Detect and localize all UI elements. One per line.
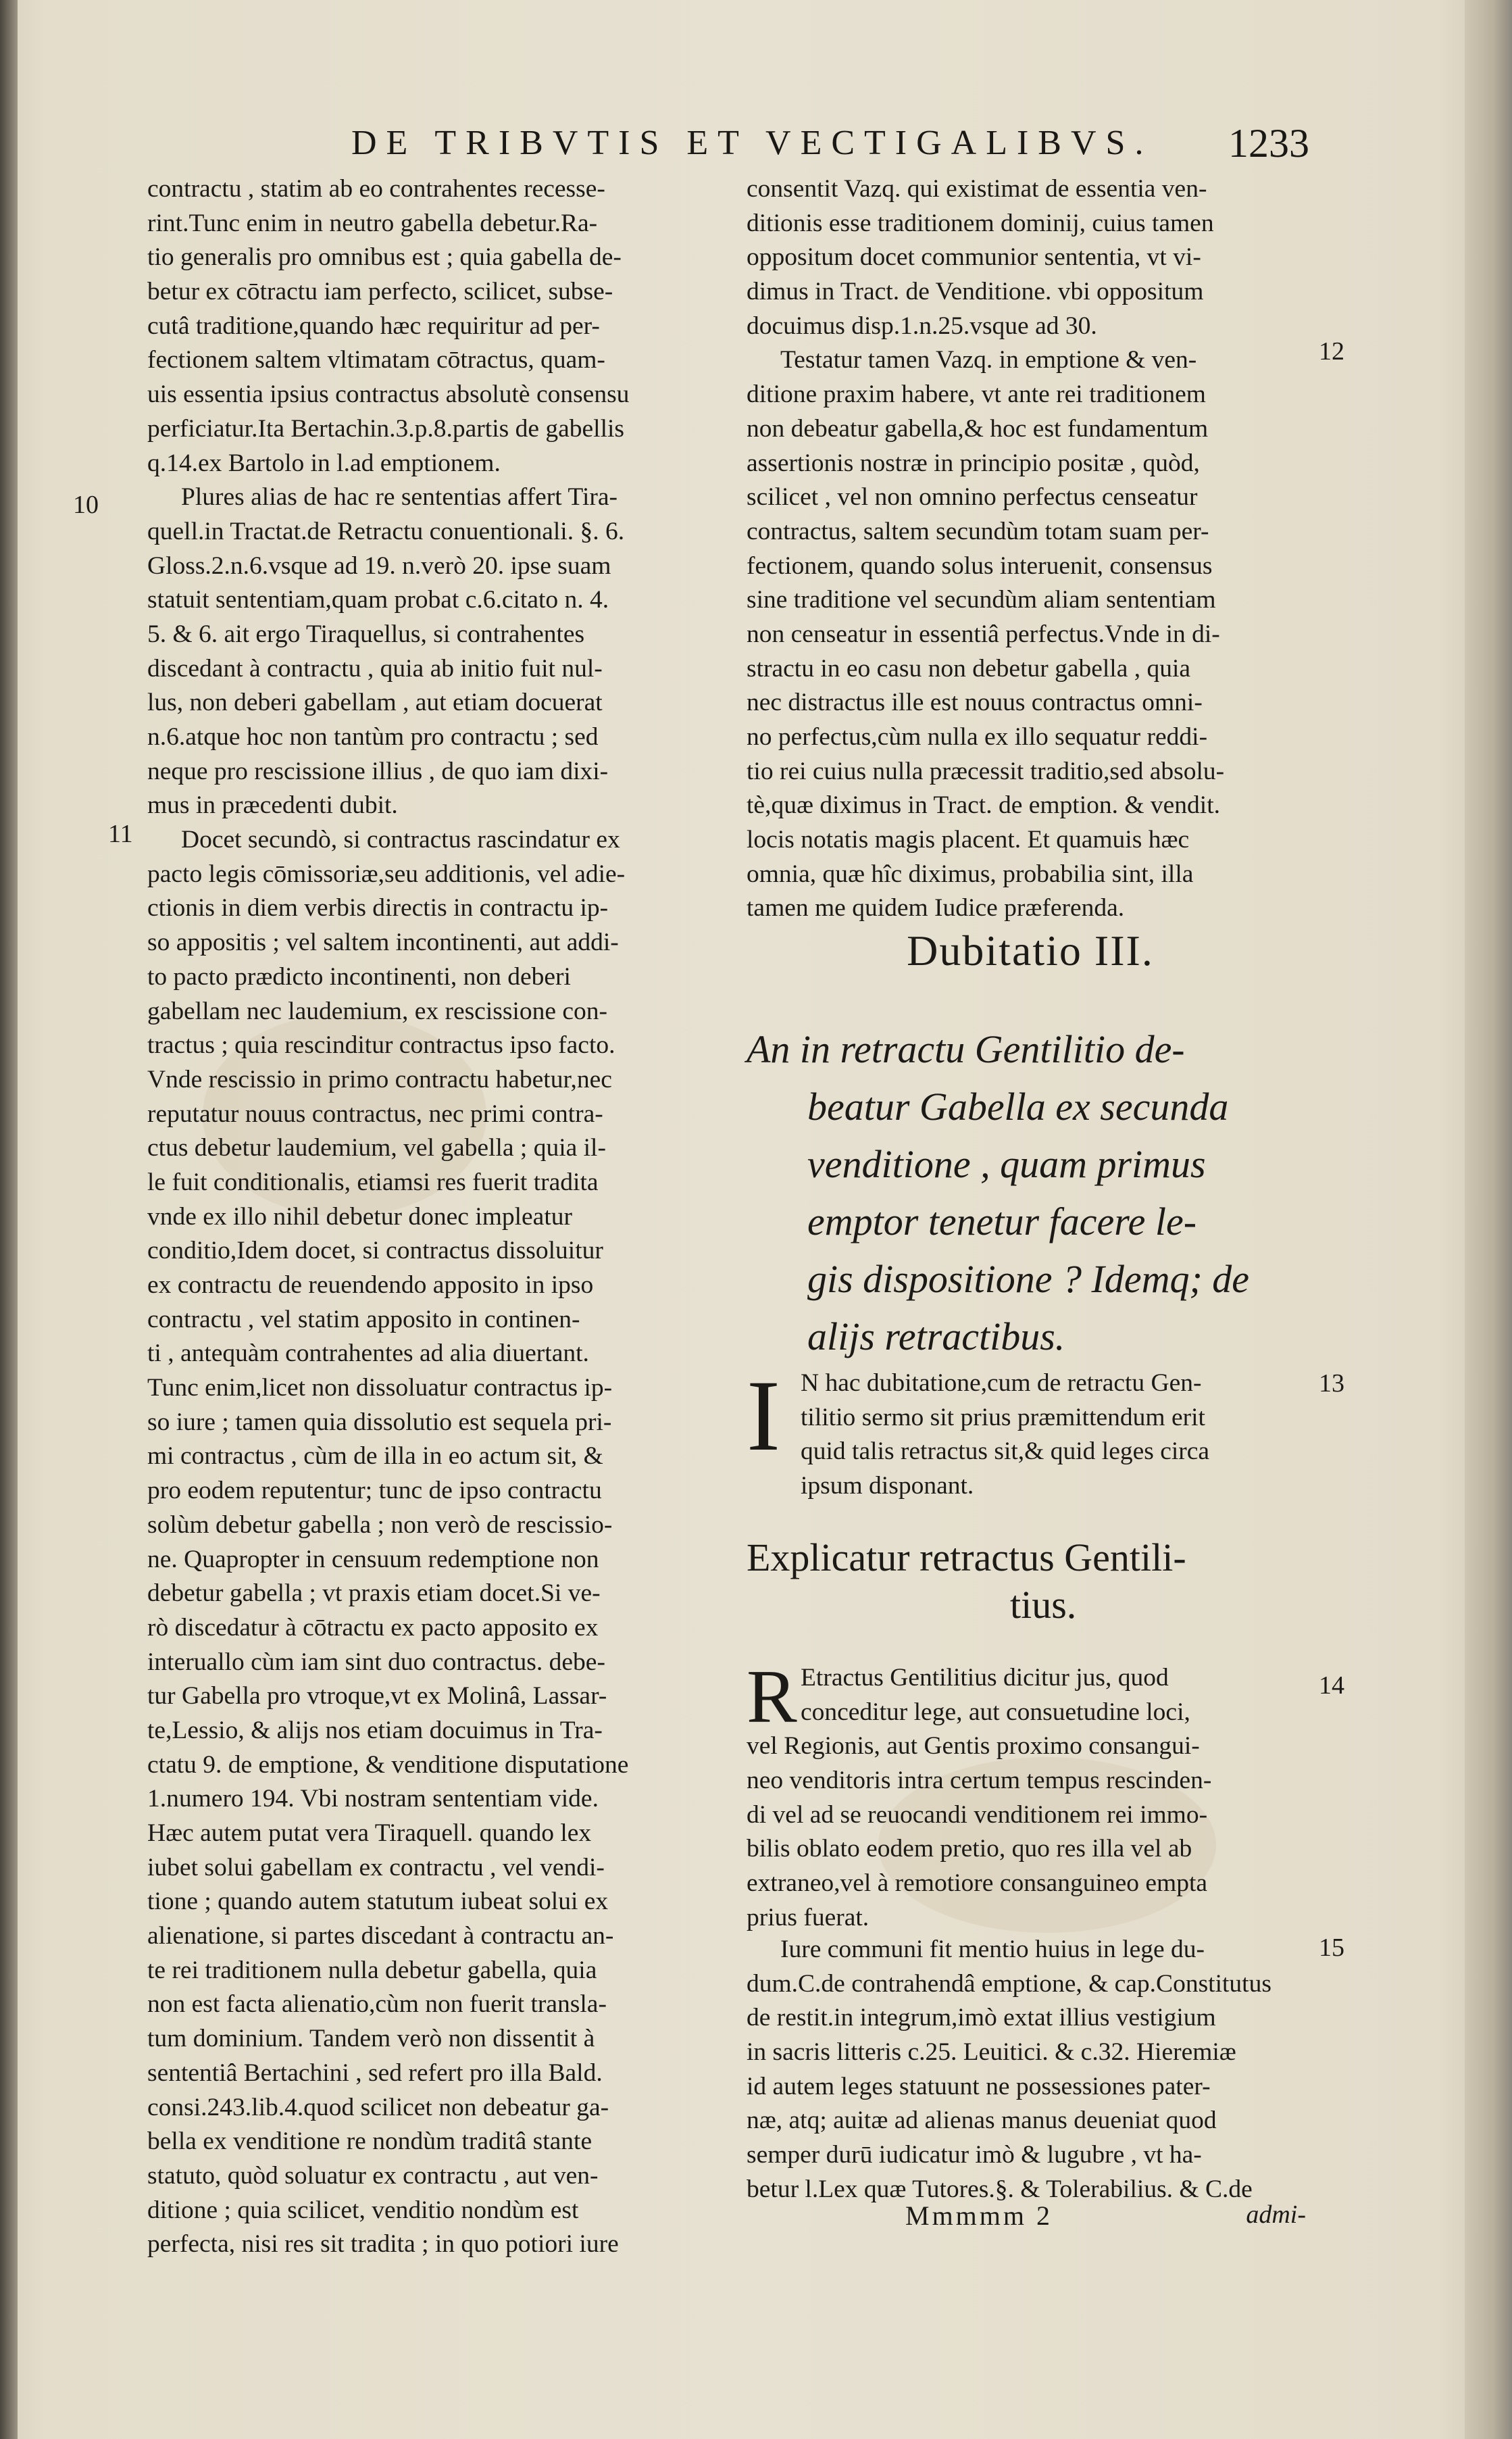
dropcap-i: I (747, 1360, 780, 1472)
text-line: semper durū iudicatur imò & lugubre , vt ha- (747, 2141, 1202, 2169)
text-line: ctus debetur laudemium, vel gabella ; quia il- (147, 1134, 606, 1162)
page-edge-shadow (1465, 0, 1512, 2439)
explicatur-heading (747, 1534, 1314, 1629)
dubitatio-heading: Dubitatio III. (907, 927, 1154, 975)
text-line: id autem leges statuunt ne possessiones pater- (747, 2072, 1211, 2100)
heading-line: beatur Gabella ex secunda (807, 1085, 1229, 1129)
dropcap-r: R (747, 1655, 797, 1739)
text-line: locis notatis magis placent. Et quamuis hæc (747, 826, 1190, 854)
text-line: q.14.ex Bartolo in l.ad emptionem. (147, 449, 501, 477)
intro-paragraph (801, 1366, 1314, 1504)
margin-number-11: 11 (108, 820, 133, 848)
text-line: ctionis in diem verbis directis in contractu ip- (147, 894, 609, 922)
text-line: sententiâ Bertachini , sed refert pro illa Bald. (147, 2059, 603, 2087)
text-line: statuit sententiam,quam probat c.6.citato n. 4. (147, 586, 609, 614)
text-line: alienatione, si partes discedant à contractu an- (147, 1922, 614, 1950)
text-line: to pacto prædicto incontinenti, non deberi (147, 962, 571, 991)
previous-page-edge (0, 0, 18, 2439)
retractus-paragraph (747, 1655, 1314, 1936)
text-line: statuto, quòd soluatur ex contractu , aut ven- (147, 2161, 599, 2190)
running-head: DE TRIBVTIS ET VECTIGALIBVS. (351, 124, 1153, 162)
text-line: extraneo,vel à remotiore consanguineo empta (747, 1869, 1208, 1898)
text-line: ti , antequàm contrahentes ad alia diuertant. (147, 1339, 589, 1368)
text-line: pacto legis cōmissoriæ,seu additionis, vel adie- (147, 860, 626, 888)
text-line: n.6.atque hoc non tantùm pro contractu ; sed (147, 723, 599, 751)
left-column (147, 172, 715, 2262)
text-line: de restit.in integrum,imò extat illius vestigium (747, 2004, 1216, 2032)
text-line: di vel ad se reuocandi venditionem rei immo- (747, 1800, 1208, 1829)
text-line: Tunc enim,licet non dissoluatur contractus ip- (147, 1374, 613, 1402)
text-line: betur ex cōtractu iam perfecto, scilicet, subse- (147, 278, 613, 306)
text-line: non est facta alienatio,cùm non fuerit transla- (147, 1990, 607, 2019)
margin-number-10: 10 (73, 491, 99, 519)
text-line: tio generalis pro omnibus est ; quia gabella de- (147, 243, 622, 272)
text-line: neo venditoris intra certum tempus rescinden- (747, 1767, 1212, 1795)
text-line: tè,quæ diximus in Tract. de emption. & vendit. (747, 791, 1221, 820)
text-line: vel Regionis, aut Gentis proximo consangui- (747, 1732, 1200, 1760)
text-line: oppositum docet communior sententia, vt vi- (747, 243, 1201, 272)
margin-number-15: 15 (1319, 1933, 1344, 1962)
text-line: Hæc autem putat vera Tiraquell. quando lex (147, 1819, 592, 1847)
text-line: bilis oblato eodem pretio, quo res illa vel ab (747, 1835, 1192, 1863)
text-line: tilitio sermo sit prius præmittendum erit (801, 1403, 1205, 1431)
catchword: admi- (1246, 2200, 1306, 2229)
text-line: mus in præcedenti dubit. (147, 791, 398, 820)
text-line: tum dominium. Tandem verò non dissentit à (147, 2025, 595, 2053)
text-line: no perfectus,cùm nulla ex illo sequatur reddi- (747, 723, 1208, 751)
text-line: bella ex venditione re nondùm traditâ stante (147, 2127, 593, 2156)
text-line: scilicet , vel non omnino perfectus censeatur (747, 483, 1198, 512)
text-line: Vnde rescissio in primo contractu habetur,nec (147, 1065, 612, 1093)
text-line: mi contractus , cùm de illa in eo actum sit, & (147, 1442, 603, 1471)
text-line: Etractus Gentilitius dicitur jus, quod (801, 1664, 1169, 1692)
text-line: docuimus disp.1.n.25.vsque ad 30. (747, 312, 1097, 340)
margin-number-13: 13 (1319, 1369, 1344, 1398)
text-line: dum.C.de contrahendâ emptione, & cap.Constitutus (747, 1969, 1271, 1998)
text-line: uis essentia ipsius contractus absolutè consensu (147, 380, 630, 409)
text-line: Plures alias de hac re sententias affert Tira- (181, 483, 618, 512)
text-line: N hac dubitatione,cum de retractu Gen- (801, 1369, 1202, 1397)
iure-paragraph (747, 1933, 1314, 2207)
right-column-top (747, 172, 1314, 926)
text-line: perficiatur.Ita Bertachin.3.p.8.partis de gabellis (147, 414, 624, 443)
heading-line: alijs retractibus. (807, 1314, 1065, 1358)
text-line: conditio,Idem docet, si contractus dissoluitur (147, 1237, 603, 1265)
text-line: tione ; quando autem statutum iubeat solui ex (147, 1888, 609, 1916)
text-line: vnde ex illo nihil debetur donec impleatur (147, 1202, 572, 1231)
text-line: ex contractu de reuendendo apposito in ipso (147, 1271, 594, 1299)
text-line: contractu , vel statim apposito in continen- (147, 1305, 580, 1333)
page-number: 1233 (1228, 121, 1309, 166)
text-line: ditione ; quia scilicet, venditio nondùm est (147, 2196, 579, 2224)
text-line: Gloss.2.n.6.vsque ad 19. n.verò 20. ipse suam (147, 551, 611, 580)
text-line: neque pro rescissione illius , de quo iam dixi- (147, 757, 609, 785)
text-line: tio rei cuius nulla præcessit traditio,sed absolu- (747, 757, 1225, 785)
text-line: sine traditione vel secundùm aliam sententiam (747, 586, 1216, 614)
text-line: pro eodem reputentur; tunc de ipso contractu (147, 1477, 602, 1505)
text-line: non censeatur in essentiâ perfectus.Vnde in di- (747, 620, 1220, 648)
text-line: discedant à contractu , quia ab initio fuit nul- (147, 654, 603, 683)
text-line: betur l.Lex quæ Tutores.§. & Tolerabilius. & C.de (747, 2175, 1253, 2203)
text-line: 1.numero 194. Vbi nostram sententiam vide. (147, 1785, 599, 1813)
heading-line: Explicatur retractus Gentili- (747, 1535, 1186, 1579)
heading-line: tius. (1010, 1583, 1077, 1627)
text-line: in sacris litteris c.25. Leuitici. & c.32. Hieremiæ (747, 2038, 1236, 2067)
text-line: dimus in Tract. de Venditione. vbi oppositum (747, 278, 1204, 306)
text-line: assertionis nostræ in principio positæ , quòd, (747, 449, 1200, 477)
text-line: fectionem, quando solus interuenit, consensus (747, 551, 1213, 580)
text-line: perfecta, nisi res sit tradita ; in quo potiori iure (147, 2230, 619, 2259)
text-line: solùm debetur gabella ; non verò de rescissio- (147, 1510, 613, 1539)
text-line: quell.in Tractat.de Retractu conuentionali. §. 6. (147, 517, 625, 545)
question-heading (747, 1020, 1314, 1365)
heading-line: venditione , quam primus (807, 1142, 1206, 1186)
text-line: so appositis ; vel saltem incontinenti, aut addi- (147, 929, 619, 957)
text-line: ipsum disponant. (801, 1472, 974, 1500)
text-line: iubet solui gabellam ex contractu , vel vendi- (147, 1853, 605, 1881)
text-line: contractus, saltem secundùm totam suam per- (747, 517, 1209, 545)
text-line: Iure communi fit mentio huius in lege du- (780, 1936, 1205, 1963)
text-line: Testatur tamen Vazq. in emptione & ven- (780, 346, 1197, 374)
text-line: omnia, quæ hîc diximus, probabilia sint, illa (747, 860, 1194, 888)
heading-line: An in retractu Gentilitio de- (747, 1027, 1185, 1071)
text-line: so iure ; tamen quia dissolutio est sequela pri- (147, 1408, 612, 1436)
text-line: fectionem saltem vltimatam cōtractus, quam- (147, 346, 605, 374)
text-line: gabellam nec laudemium, ex rescissione con- (147, 997, 608, 1025)
text-line: interuallo cùm iam sint duo contractus. debe- (147, 1648, 605, 1676)
text-line: rint.Tunc enim in neutro gabella debetur.Ra- (147, 209, 598, 237)
signature-mark: Mmmmm 2 (905, 2200, 1053, 2231)
text-line: te,Lessio, & alijs nos etiam docuimus in Tra- (147, 1716, 603, 1744)
text-line: tamen me quidem Iudice præferenda. (747, 894, 1125, 922)
text-line: consentit Vazq. qui existimat de essentia ven- (747, 175, 1207, 203)
text-line: te rei traditionem nulla debetur gabella, quia (147, 1956, 597, 1984)
text-line: tractus ; quia rescinditur contractus ipso facto. (147, 1031, 615, 1060)
text-line: consi.243.lib.4.quod scilicet non debeatur ga- (147, 2093, 609, 2121)
text-line: non debeatur gabella,& hoc est fundamentum (747, 414, 1209, 443)
text-line: cutâ traditione,quando hæc requiritur ad per- (147, 312, 600, 340)
text-line: le fuit conditionalis, etiamsi res fuerit tradita (147, 1168, 599, 1196)
text-line: lus, non deberi gabellam , aut etiam docuerat (147, 689, 603, 717)
text-line: Docet secundò, si contractus rascindatur ex (181, 826, 620, 854)
margin-number-14: 14 (1319, 1671, 1344, 1700)
margin-number-12: 12 (1319, 337, 1344, 366)
text-line: prius fuerat. (747, 1903, 870, 1931)
text-line: ditionis esse traditionem dominij, cuius tamen (747, 209, 1214, 237)
text-line: ditione praxim habere, vt ante rei traditionem (747, 380, 1206, 409)
text-line: 5. & 6. ait ergo Tiraquellus, si contrahentes (147, 620, 585, 648)
text-line: contractu , statim ab eo contrahentes recesse- (147, 175, 605, 203)
text-line: tur Gabella pro vtroque,vt ex Molinâ, Lassar- (147, 1682, 607, 1710)
text-line: quid talis retractus sit,& quid leges circa (801, 1437, 1210, 1466)
text-line: ctatu 9. de emptione, & venditione disputatione (147, 1750, 629, 1779)
heading-line: gis dispositione ? Idemq; de (807, 1257, 1250, 1301)
text-line: rò discedatur à cōtractu ex pacto apposito ex (147, 1613, 599, 1642)
text-line: conceditur lege, aut consuetudine loci, (801, 1698, 1190, 1726)
text-line: stractu in eo casu non debetur gabella , quia (747, 654, 1191, 683)
text-line: nec distractus ille est nouus contractus omni- (747, 689, 1203, 717)
text-line: reputatur nouus contractus, nec primi contra- (147, 1100, 603, 1128)
text-line: næ, atq; auitæ ad alienas manus deueniat quod (747, 2107, 1217, 2135)
text-line: debetur gabella ; vt praxis etiam docet.Si ve- (147, 1579, 601, 1608)
heading-line: emptor tenetur facere le- (807, 1200, 1197, 1243)
text-line: ne. Quapropter in censuum redemptione non (147, 1545, 599, 1573)
